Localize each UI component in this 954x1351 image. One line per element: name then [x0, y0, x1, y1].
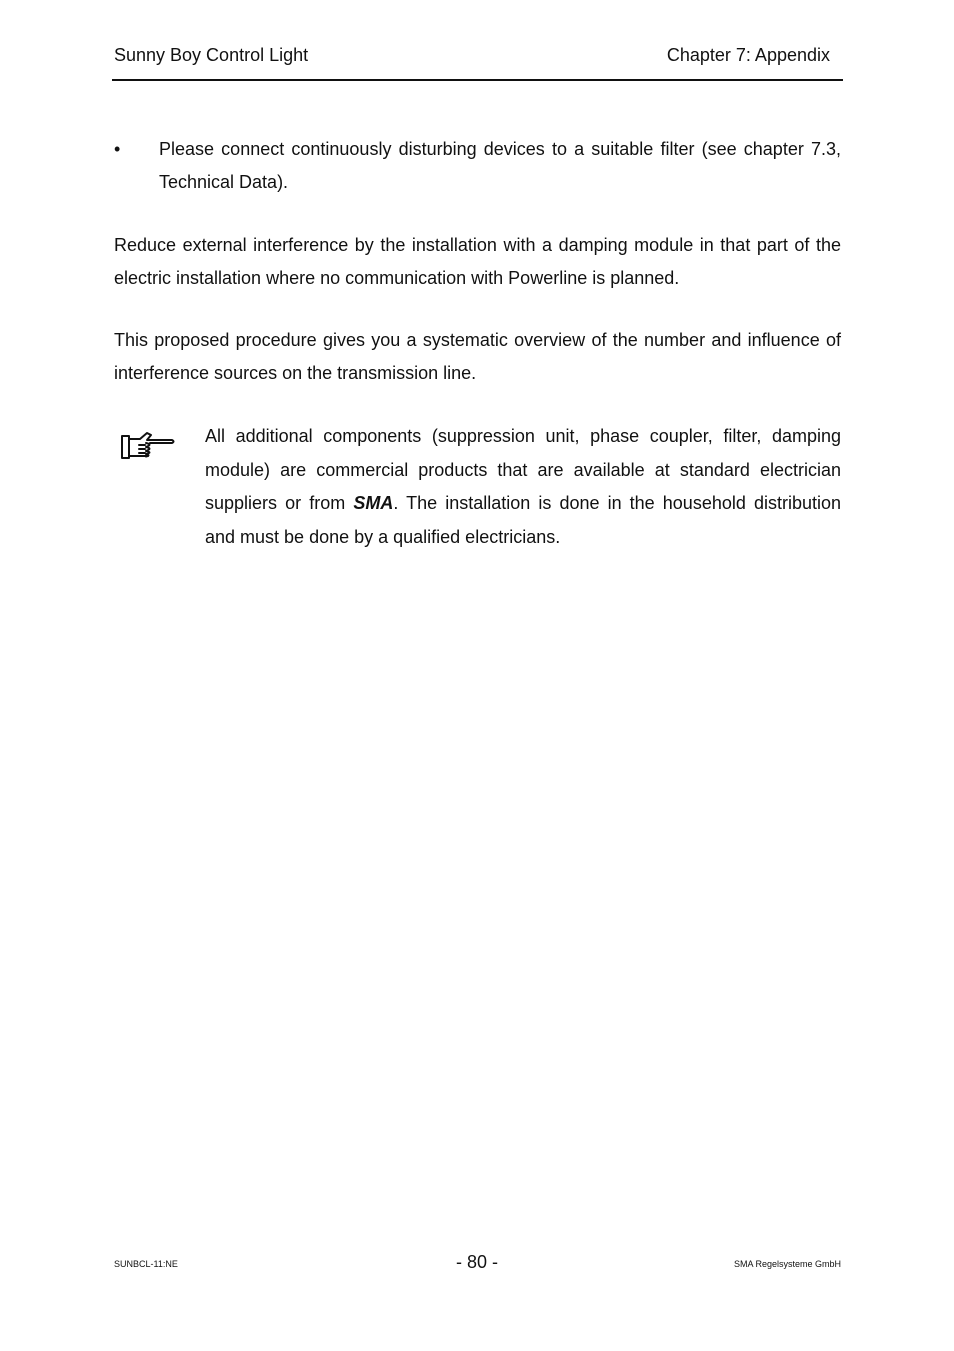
- pointing-hand-icon: [120, 430, 176, 462]
- chapter-title: Chapter 7: Appendix: [666, 45, 830, 65]
- bullet-text: Please connect continuously disturbing devices to a suitable filter (see chapter 7.3, Technical Data).: [159, 139, 841, 192]
- bullet-marker: •: [114, 139, 121, 159]
- bullet-item: [114, 133, 841, 199]
- note-text-start: All additional components (suppression unit, phase coupler, filter, damping module) are commercial products that are available at standard electrician suppliers or from: [205, 426, 841, 513]
- document-code: SUNBCL-11:NE: [114, 1259, 178, 1269]
- company-name: SMA Regelsysteme GmbH: [733, 1259, 841, 1269]
- page-number: - 80 -: [455, 1252, 498, 1272]
- page-header: [112, 40, 843, 81]
- paragraph-procedure-overview: This proposed procedure gives you a systematic overview of the number and influence of interference sources on the transmission line.: [114, 330, 841, 383]
- document-title: Sunny Boy Control Light: [114, 45, 309, 65]
- paragraph-damping-module: Reduce external interference by the installation with a damping module in that part of the electric installation where no communication with Powerline is planned.: [114, 235, 841, 288]
- brand-name: SMA: [353, 493, 394, 513]
- note-block: [114, 420, 841, 554]
- note-text: [205, 420, 841, 554]
- note-text-end: . The installation is done in the household distribution and must be done by a qualified electricians.: [205, 493, 842, 547]
